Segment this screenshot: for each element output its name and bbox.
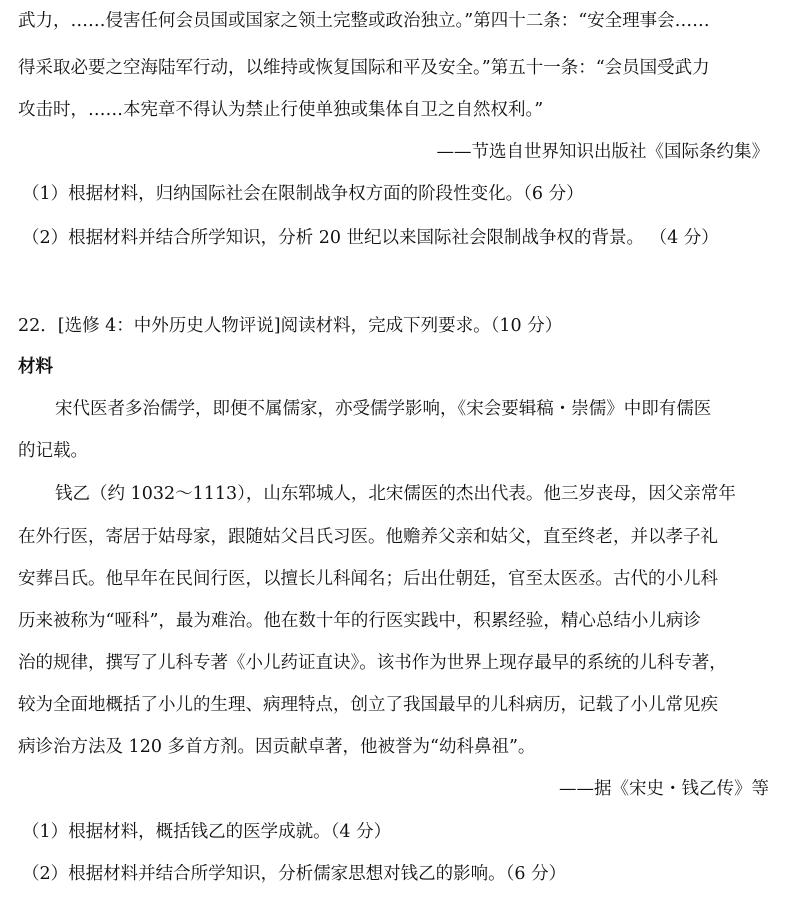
material-line: 安葬吕氏。他早年在民间行医，以擅长儿科闻名；后出仕朝廷，官至太医丞。古代的小儿科 — [18, 569, 718, 589]
source-citation: ——据《宋史・钱乙传》等 — [559, 779, 769, 799]
material-label: 材料 — [18, 357, 53, 377]
material-line: 的记载。 — [18, 441, 88, 461]
material-line: 在外行医，寄居于姑母家，跟随姑父吕氏习医。他赡养父亲和姑父，直至终老，并以孝子礼 — [18, 527, 718, 547]
question-1: （1）根据材料，概括钱乙的医学成就。（4 分） — [22, 822, 392, 842]
material-line: 病诊治方法及 120 多首方剂。因贡献卓著，他被誉为“幼科鼻祖”。 — [18, 737, 536, 757]
material-line: 较为全面地概括了小儿的生理、病理特点，创立了我国最早的儿科病历，记载了小儿常见疾 — [18, 695, 718, 715]
material-line: 武力，……侵害任何会员国或国家之领土完整或政治独立。”第四十二条：“安全理事会…… — [18, 11, 710, 31]
question-1: （1）根据材料，归纳国际社会在限制战争权方面的阶段性变化。（6 分） — [22, 184, 584, 204]
material-line: 治的规律，撰写了儿科专著《小儿药证直诀》。该书作为世界上现存最早的系统的儿科专著， — [18, 653, 727, 673]
material-line: 攻击时，……本宪章不得认为禁止行使单独或集体自卫之自然权利。” — [18, 100, 544, 120]
material-line: 宋代医者多治儒学，即便不属儒家，亦受儒学影响，《宋会要辑稿・崇儒》中即有儒医 — [55, 399, 712, 419]
material-line: 钱乙（约 1032～1113），山东郓城人，北宋儒医的杰出代表。他三岁丧母，因父亲常年 — [55, 484, 736, 504]
source-citation: ——节选自世界知识出版社《国际条约集》 — [436, 142, 769, 162]
question-2: （2）根据材料并结合所学知识，分析儒家思想对钱乙的影响。（6 分） — [22, 864, 567, 884]
material-line: 得采取必要之空海陆军行动，以维持或恢复国际和平及安全。”第五十一条：“会员国受武力 — [18, 58, 710, 78]
question-heading: 22．[选修 4：中外历史人物评说]阅读材料，完成下列要求。（10 分） — [18, 316, 563, 336]
question-2: （2）根据材料并结合所学知识，分析 20 世纪以来国际社会限制战争权的背景。 （4 分） — [22, 228, 719, 248]
material-line: 历来被称为“哑科”，最为难治。他在数十年的行医实践中，积累经验，精心总结小儿病诊 — [18, 611, 701, 631]
